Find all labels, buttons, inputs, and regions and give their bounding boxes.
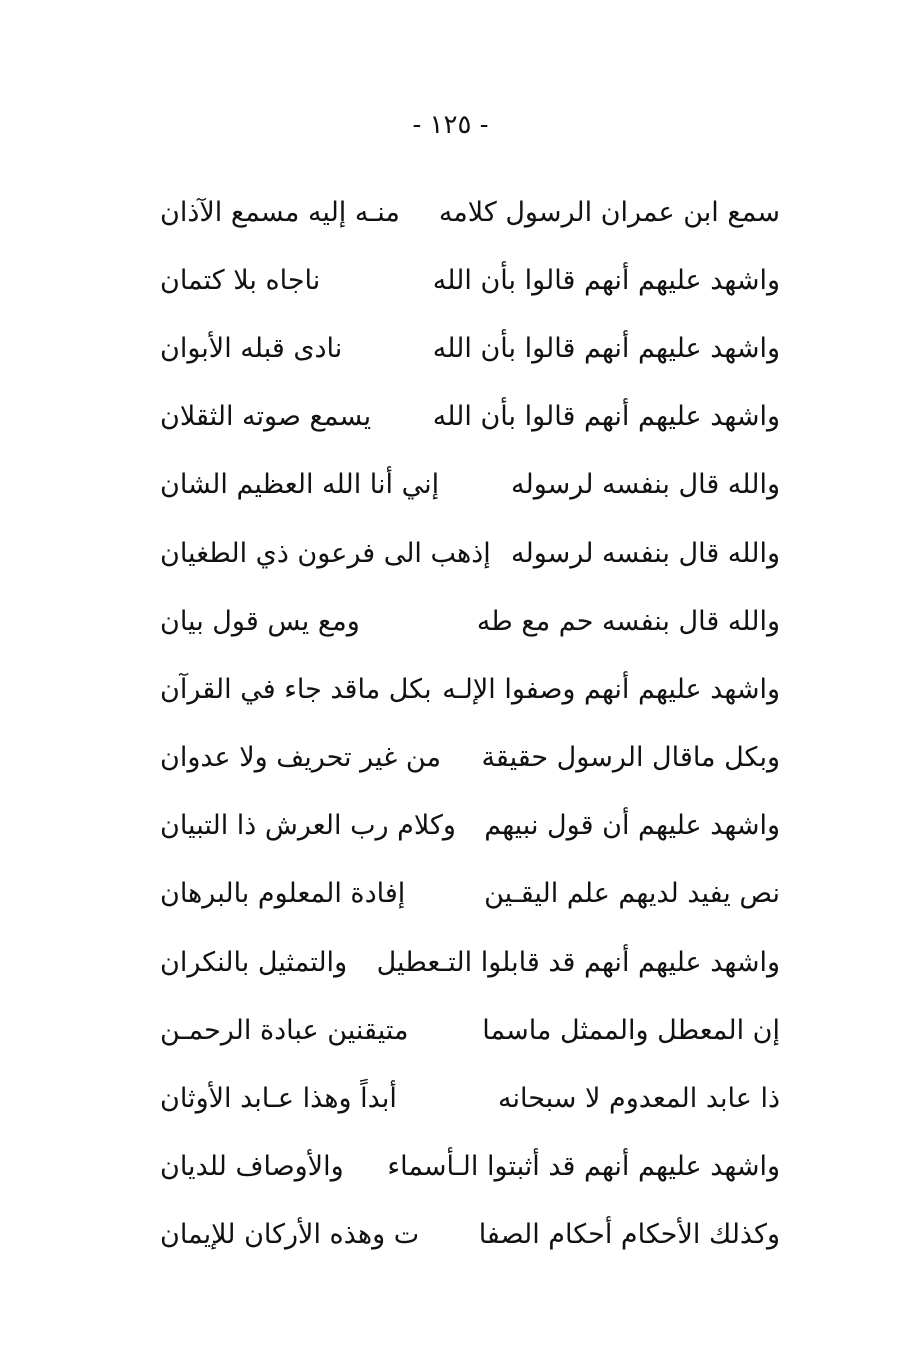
- verse-second-hemistich: نادى قبله الأبوان: [160, 332, 343, 364]
- verse-first-hemistich: وبكل ماقال الرسول حقيقة: [481, 742, 780, 774]
- verse-second-hemistich: إني أنا الله العظيم الشان: [160, 469, 440, 501]
- verse: [160, 1064, 780, 1132]
- verse: [160, 860, 780, 928]
- verse-second-hemistich: بكل ماقد جاء في القرآن: [160, 673, 432, 705]
- verse-second-hemistich: من غير تحريف ولا عدوان: [160, 742, 441, 774]
- verse-second-hemistich: وكلام رب العرش ذا التبيان: [160, 810, 456, 842]
- verse: [160, 383, 780, 451]
- verse: [160, 724, 780, 792]
- verse-second-hemistich: ناجاه بلا كتمان: [160, 264, 321, 296]
- verse-first-hemistich: نص يفيد لديهم علم اليقـين: [484, 878, 780, 910]
- verse-first-hemistich: والله قال بنفسه حم مع طه: [476, 605, 780, 637]
- verse: [160, 314, 780, 382]
- verse-first-hemistich: إن المعطل والممثل ماسما: [482, 1014, 780, 1046]
- verse-second-hemistich: أبداً وهذا عـابد الأوثان: [160, 1083, 397, 1115]
- verse: [160, 1201, 780, 1269]
- verse: [160, 178, 780, 246]
- verse-second-hemistich: إفادة المعلوم بالبرهان: [160, 878, 406, 910]
- verse-second-hemistich: متيقنين عبادة الرحمـن: [160, 1014, 409, 1046]
- verse-first-hemistich: واشهد عليهم أنهم قالوا بأن الله: [432, 401, 780, 433]
- verse: [160, 1133, 780, 1201]
- verse-first-hemistich: سمع ابن عمران الرسول كلامه: [438, 196, 780, 228]
- verse: [160, 451, 780, 519]
- verse: [160, 792, 780, 860]
- verse: [160, 928, 780, 996]
- poem: [160, 178, 780, 1269]
- verse-first-hemistich: واشهد عليهم أنهم قالوا بأن الله: [432, 264, 780, 296]
- verse-second-hemistich: ومع يس قول بيان: [160, 605, 360, 637]
- verse-first-hemistich: والله قال بنفسه لرسوله: [511, 537, 780, 569]
- verse-first-hemistich: واشهد عليهم أن قول نبيهم: [484, 810, 780, 842]
- verse: [160, 587, 780, 655]
- verse: [160, 246, 780, 314]
- verse-first-hemistich: واشهد عليهم أنهم قالوا بأن الله: [432, 332, 780, 364]
- verse-first-hemistich: واشهد عليهم أنهم وصفوا الإلـه: [442, 673, 780, 705]
- verse-first-hemistich: واشهد عليهم أنهم قد أثبتوا الـأسماء: [387, 1151, 780, 1183]
- verse-second-hemistich: منـه إليه مسمع الآذان: [160, 196, 400, 228]
- verse-first-hemistich: والله قال بنفسه لرسوله: [511, 469, 780, 501]
- page-number: - ١٢٥ -: [412, 110, 489, 140]
- verse-first-hemistich: واشهد عليهم أنهم قد قابلوا التـعطيل: [376, 946, 780, 978]
- verse: [160, 519, 780, 587]
- verse-second-hemistich: والتمثيل بالنكران: [160, 946, 348, 978]
- verse: [160, 996, 780, 1064]
- verse-second-hemistich: ت وهذه الأركان للإيمان: [160, 1219, 420, 1251]
- verse: [160, 655, 780, 723]
- verse-first-hemistich: وكذلك الأحكام أحكام الصفا: [478, 1219, 780, 1251]
- verse-second-hemistich: يسمع صوته الثقلان: [160, 401, 372, 433]
- verse-second-hemistich: والأوصاف للديان: [160, 1151, 344, 1183]
- verse-first-hemistich: ذا عابد المعدوم لا سبحانه: [498, 1083, 780, 1115]
- verse-second-hemistich: إذهب الى فرعون ذي الطغيان: [160, 537, 491, 569]
